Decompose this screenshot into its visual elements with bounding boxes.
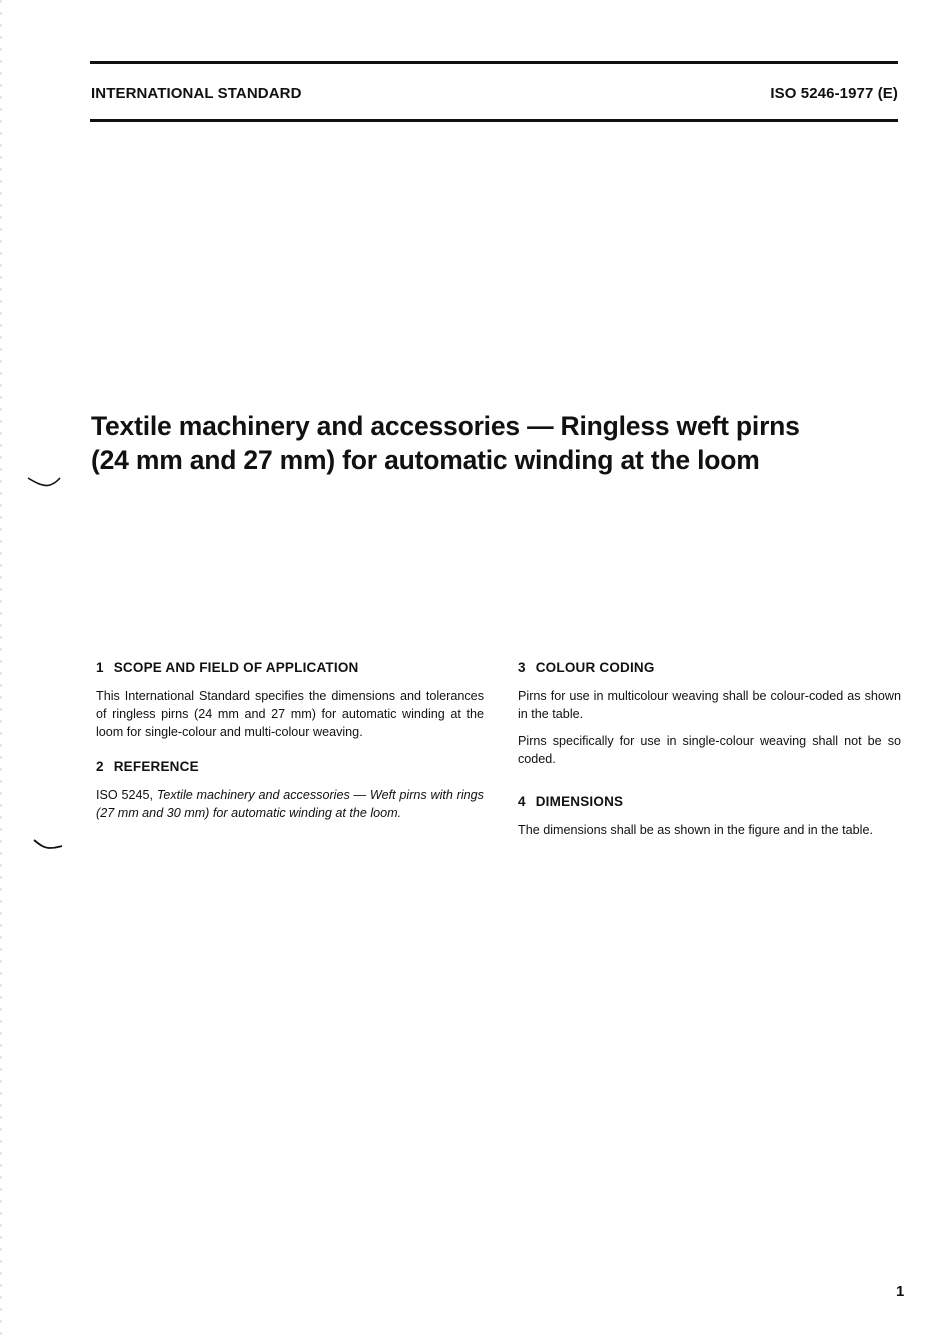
section-number: 3 xyxy=(518,660,526,675)
scan-edge xyxy=(0,0,2,1344)
reference-id: ISO 5245, xyxy=(96,788,157,802)
right-column xyxy=(518,660,901,857)
section-title: REFERENCE xyxy=(113,759,199,774)
section-dimensions xyxy=(518,794,901,839)
header-rule-bottom xyxy=(90,119,898,122)
section-title: DIMENSIONS xyxy=(535,794,624,809)
section-heading xyxy=(518,660,901,675)
section-heading xyxy=(96,660,484,675)
section-scope xyxy=(96,660,484,741)
section-body: Pirns for use in multicolour weaving shall be colour-coded as shown in the table. xyxy=(518,689,901,721)
reference-title: Textile machinery and accessories — Weft pirns with rings (27 mm and 30 mm) for automatic winding at the loom. xyxy=(96,788,484,820)
section-number: 1 xyxy=(96,660,104,675)
section-reference xyxy=(96,759,484,822)
margin-mark-icon xyxy=(26,475,62,489)
section-body xyxy=(96,786,484,822)
section-colour-coding xyxy=(518,660,901,768)
section-heading xyxy=(96,759,484,774)
page-number: 1 xyxy=(896,1283,905,1300)
title-line-2: (24 mm and 27 mm) for automatic winding at the loom xyxy=(91,445,760,475)
standard-number: ISO 5246-1977 (E) xyxy=(770,85,898,102)
margin-mark-icon xyxy=(32,838,64,852)
section-body: Pirns specifically for use in single-colour weaving shall not be so coded. xyxy=(518,734,901,766)
section-number: 2 xyxy=(96,759,104,774)
section-title: SCOPE AND FIELD OF APPLICATION xyxy=(113,660,359,675)
section-heading xyxy=(518,794,901,809)
left-column xyxy=(96,660,484,840)
section-body: The dimensions shall be as shown in the figure and in the table. xyxy=(518,823,873,837)
header-rule-top xyxy=(90,61,898,64)
title-line-1: Textile machinery and accessories — Ringless weft pirns xyxy=(91,411,800,441)
document-title xyxy=(91,409,891,477)
document-type: INTERNATIONAL STANDARD xyxy=(91,85,302,102)
section-title: COLOUR CODING xyxy=(535,660,655,675)
section-number: 4 xyxy=(518,794,526,809)
section-body: This International Standard specifies the dimensions and tolerances of ringless pirns (24 mm and 27 mm) for automatic winding at the loom for single-colour and multi-colour weaving. xyxy=(96,689,484,739)
